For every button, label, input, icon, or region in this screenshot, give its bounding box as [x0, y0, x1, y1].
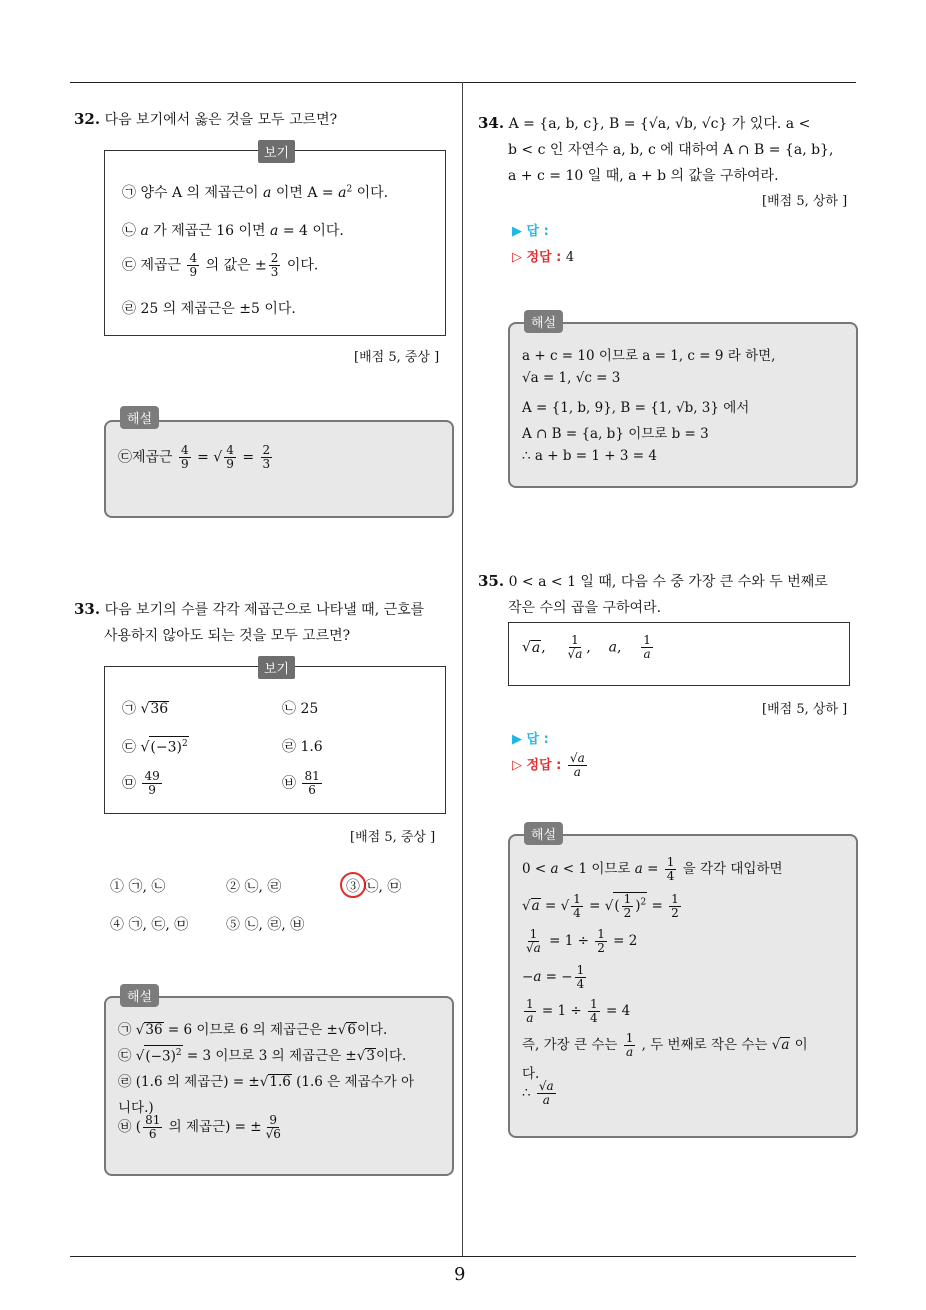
bogi-label: 보기 — [258, 140, 295, 163]
explanation-35-line-4: −a = − $\frac{1}{4}$ — [522, 963, 585, 991]
explanation-35-line-3: $\frac{1}{√a}$ = 1 ÷ $\frac{1}{2}$ = 2 — [526, 927, 638, 955]
explanation-34-line-2: √a = 1, √c = 3 — [522, 370, 621, 386]
explanation-33-line-4: 니다.) — [118, 1100, 154, 1116]
bogi-item-1: ㉠ 양수 A 의 제곱근이 a 이면 $A = a^2$ 이다. — [122, 184, 389, 201]
choice-3[interactable]: ③ ㉡, ㉤ — [346, 879, 402, 895]
explanation-33-line-2: ㉢ $√(-3)^2 = 3$ 이므로 3 의 제곱근은 ±√3이다. — [118, 1044, 406, 1064]
choice-2[interactable]: ② ㉡, ㉣ — [226, 879, 282, 895]
explanation-33-line-3: ㉣ (1.6 의 제곱근) = ±√1.6 (1.6 은 제곱수가 아 — [118, 1074, 414, 1090]
explanation-label: 해설 — [120, 406, 159, 429]
explanation-34-line-4: A ∩ B = {a, b} 이므로 b = 3 — [522, 426, 709, 442]
explanation-34-line-5: ∴ a + b = 1 + 3 = 4 — [522, 448, 657, 464]
bogi-item-3: ㉢ 제곱근 $\frac{4}{9}$ 의 값은 ± $\frac{2}{3}$ 이다. — [122, 251, 319, 279]
choice-4[interactable]: ④ ㉠, ㉢, ㉤ — [110, 917, 189, 933]
question-text-line-2: b < c 인 자연수 a, b, c 에 대하여 A ∩ B = {a, b}, — [508, 142, 834, 158]
question-number: 33. — [74, 600, 101, 618]
explanation-35-line-7: 다. — [522, 1066, 540, 1082]
correct-answer: ▷ 정답 : 4 — [512, 250, 575, 265]
top-rule — [70, 82, 856, 83]
answer-label: ▶ 답 : — [512, 224, 549, 239]
given-values: √a, $\frac{1}{√a}$ , a, $\frac{1}{a}$ — [522, 633, 651, 661]
question-35 — [478, 568, 828, 621]
bogi-item-2: ㉡ 25 — [282, 701, 319, 717]
explanation-35-line-5: $\frac{1}{a}$ = 1 ÷ $\frac{1}{4}$ = 4 — [526, 997, 631, 1025]
question-text-line-2: 작은 수의 곱을 구하여라. — [508, 600, 662, 616]
choice-5[interactable]: ⑤ ㉡, ㉣, ㉥ — [226, 917, 305, 933]
explanation-32-text: ㉢제곱근 $\frac{4}{9}$ = √ $\frac{4}{9}$ = $\frac{2}{3}$ — [118, 443, 271, 471]
bogi-item-5: ㉤ $\frac{49}{9}$ — [122, 769, 160, 797]
explanation-label: 해설 — [120, 984, 159, 1007]
question-text-line-1: A = {a, b, c}, B = {√a, √b, √c} 가 있다. a < — [508, 116, 811, 132]
bogi-item-4: ㉣ 1.6 — [282, 739, 323, 755]
question-number: 35. — [478, 572, 505, 590]
question-text-line-3: a + c = 10 일 때, a + b 의 값을 구하여라. — [508, 168, 779, 184]
question-text-line-1: 다음 보기의 수를 각각 제곱근으로 나타낼 때, 근호를 — [104, 602, 425, 618]
question-number: 34. — [478, 114, 505, 132]
bogi-item-4: ㉣ 25 의 제곱근은 ±5 이다. — [122, 301, 296, 317]
explanation-34-line-3: A = {1, b, 9}, B = {1, √b, 3} 에서 — [522, 400, 750, 416]
score-33: [배점 5, 중상 ] — [350, 830, 436, 845]
bogi-item-2: ㉡ a 가 제곱근 16 이면 a = 4 이다. — [122, 223, 344, 239]
explanation-33-line-5: ㉥ ( $\frac{81}{6}$ 의 제곱근) = ± $\frac{9}{√6}$ — [118, 1113, 281, 1141]
question-number: 32. — [74, 110, 101, 128]
bogi-label: 보기 — [258, 656, 295, 679]
column-divider — [462, 82, 463, 1256]
question-33 — [74, 596, 424, 649]
bottom-rule — [70, 1256, 856, 1257]
correct-answer: ▷ 정답 : $\frac{√a}{a}$ — [512, 751, 585, 779]
question-32 — [74, 106, 337, 133]
explanation-35-line-8: ∴ $\frac{√a}{a}$ — [522, 1079, 554, 1107]
explanation-35-line-1: 0 < a < 1 이므로 a = $\frac{1}{4}$ 을 각각 대입하면 — [522, 855, 783, 883]
score-35: [배점 5, 상하 ] — [762, 702, 848, 717]
question-text-line-2: 사용하지 않아도 되는 것을 모두 고르면? — [104, 628, 351, 644]
bogi-item-6: ㉥ $\frac{81}{6}$ — [282, 769, 320, 797]
explanation-35-line-6: 즉, 가장 큰 수는 $\frac{1}{a}$ , 두 번째로 작은 수는 √a 이 — [522, 1031, 808, 1059]
score-34: [배점 5, 상하 ] — [762, 194, 848, 209]
explanation-label: 해설 — [524, 310, 563, 333]
bogi-item-3: ㉢ $√(-3)^2$ — [122, 736, 189, 757]
question-34 — [478, 110, 833, 189]
bogi-item-1: ㉠ √36 — [122, 701, 169, 717]
explanation-35-line-2: √a = √ $\frac{1}{4}$ = √( $\frac{1}{2}$ )$^2$ = $\frac{1}{2}$ — [522, 892, 679, 920]
page-number: 9 — [454, 1264, 466, 1285]
explanation-label: 해설 — [524, 822, 563, 845]
score-32: [배점 5, 중상 ] — [354, 350, 440, 365]
choice-1[interactable]: ① ㉠, ㉡ — [110, 879, 166, 895]
answer-label: ▶ 답 : — [512, 732, 549, 747]
question-text: 다음 보기에서 옳은 것을 모두 고르면? — [104, 112, 338, 128]
question-text-line-1: 0 < a < 1 일 때, 다음 수 중 가장 큰 수와 두 번째로 — [508, 574, 828, 590]
explanation-34-line-1: a + c = 10 이므로 a = 1, c = 9 라 하면, — [522, 348, 776, 364]
explanation-33-line-1: ㉠ √36 = 6 이므로 6 의 제곱근은 ±√6이다. — [118, 1022, 388, 1038]
